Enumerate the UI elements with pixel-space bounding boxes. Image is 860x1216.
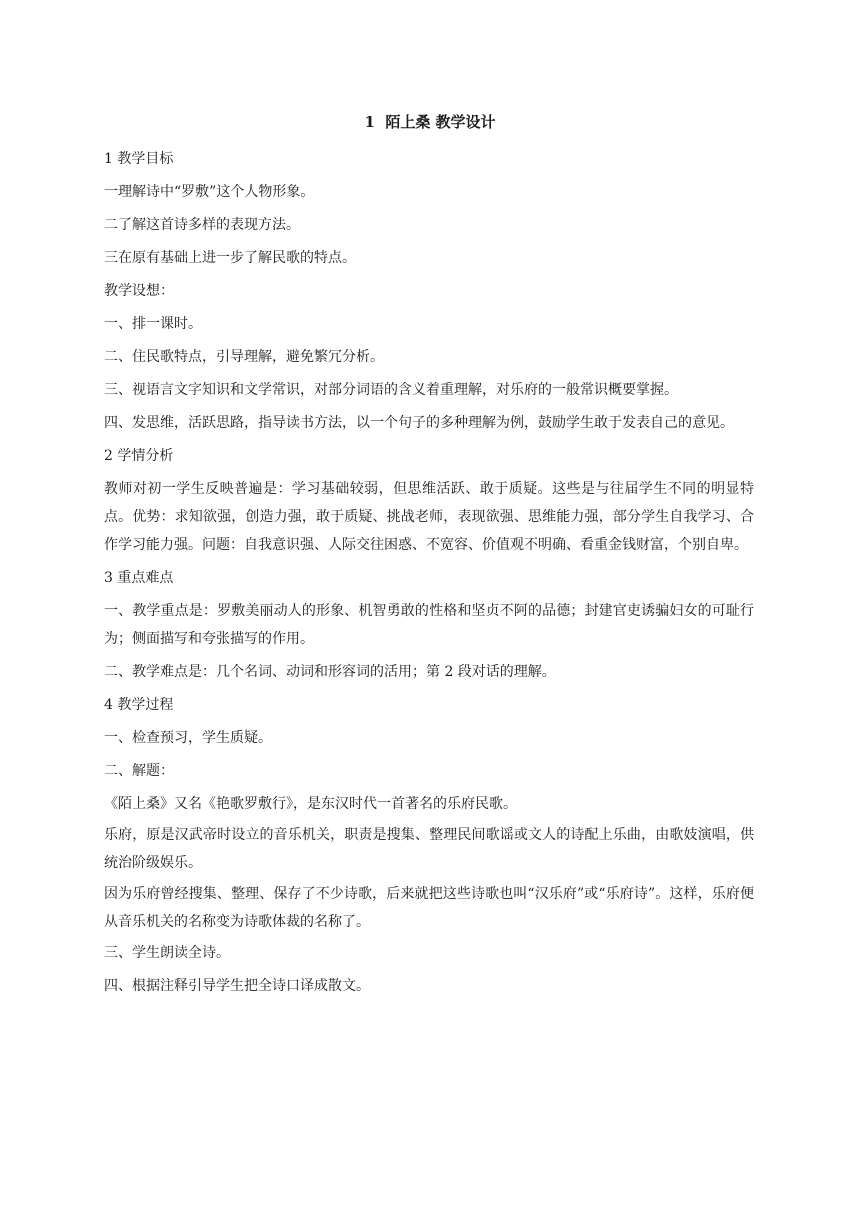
paragraph: 一理解诗中“罗敷”这个人物形象。 (104, 184, 315, 200)
paragraph: 一、排一课时。 (104, 316, 202, 332)
section-heading-process: 4 教学过程 (104, 697, 174, 713)
paragraph: 四、发思维，活跃思路，指导读书方法，以一个句子的多种理解为例，鼓励学生敢于发表自己的意见。 (104, 415, 734, 431)
paragraph: 二了解这首诗多样的表现方法。 (104, 217, 300, 233)
paragraph: 三、视语言文字知识和文学常识，对部分词语的含义着重理解，对乐府的一般常识概要掌握。 (104, 382, 678, 398)
paragraph: 四、根据注释引导学生把全诗口译成散文。 (104, 978, 370, 994)
paragraph: 三、学生朗读全诗。 (104, 945, 230, 961)
paragraph: 一、教学重点是：罗敷美丽动人的形象、机智勇敢的性格和坚贞不阿的品德；封建官吏诱骗妇女的可耻行为；侧面描写和夸张描写的作用。 (104, 603, 754, 647)
paragraph: 一、检查预习，学生质疑。 (104, 730, 272, 746)
paragraph: 乐府，原是汉武帝时设立的音乐机关，职责是搜集、整理民间歌谣或文人的诗配上乐曲，由歌妓演唱，供统治阶级娱乐。 (104, 827, 754, 871)
section-heading-analysis: 2 学情分析 (104, 448, 174, 464)
document-title: 1 陌上桑 教学设计 (364, 113, 496, 131)
paragraph: 三在原有基础上进一步了解民歌的特点。 (104, 250, 356, 266)
paragraph: 因为乐府曾经搜集、整理、保存了不少诗歌，后来就把这些诗歌也叫“汉乐府”或“乐府诗”。这样，乐府便从音乐机关的名称变为诗歌体裁的名称了。 (104, 886, 754, 930)
document-body (104, 145, 754, 1005)
section-heading-objectives: 1 教学目标 (104, 151, 174, 167)
section-heading-key-points: 3 重点难点 (104, 570, 174, 586)
paragraph: 二、住民歌特点，引导理解，避免繁冗分析。 (104, 349, 384, 365)
paragraph: 《陌上桑》又名《艳歌罗敷行》，是东汉时代一首著名的乐府民歌。 (104, 796, 517, 812)
paragraph: 教师对初一学生反映普遍是：学习基础较弱，但思维活跃、敢于质疑。这些是与往届学生不同的明显特点。优势：求知欲强，创造力强，敢于质疑、挑战老师，表现欲强、思维能力强，部分学生自我学习、合作学习能力强。问题：自我意识强、人际交往困惑、不宽容、价值观不明确、看重金钱财富，个别自卑。 (104, 481, 754, 553)
paragraph: 教学设想： (104, 283, 174, 299)
paragraph: 二、教学难点是：几个名词、动词和形容词的活用；第 2 段对话的理解。 (104, 664, 556, 680)
paragraph: 二、解题： (104, 763, 174, 779)
